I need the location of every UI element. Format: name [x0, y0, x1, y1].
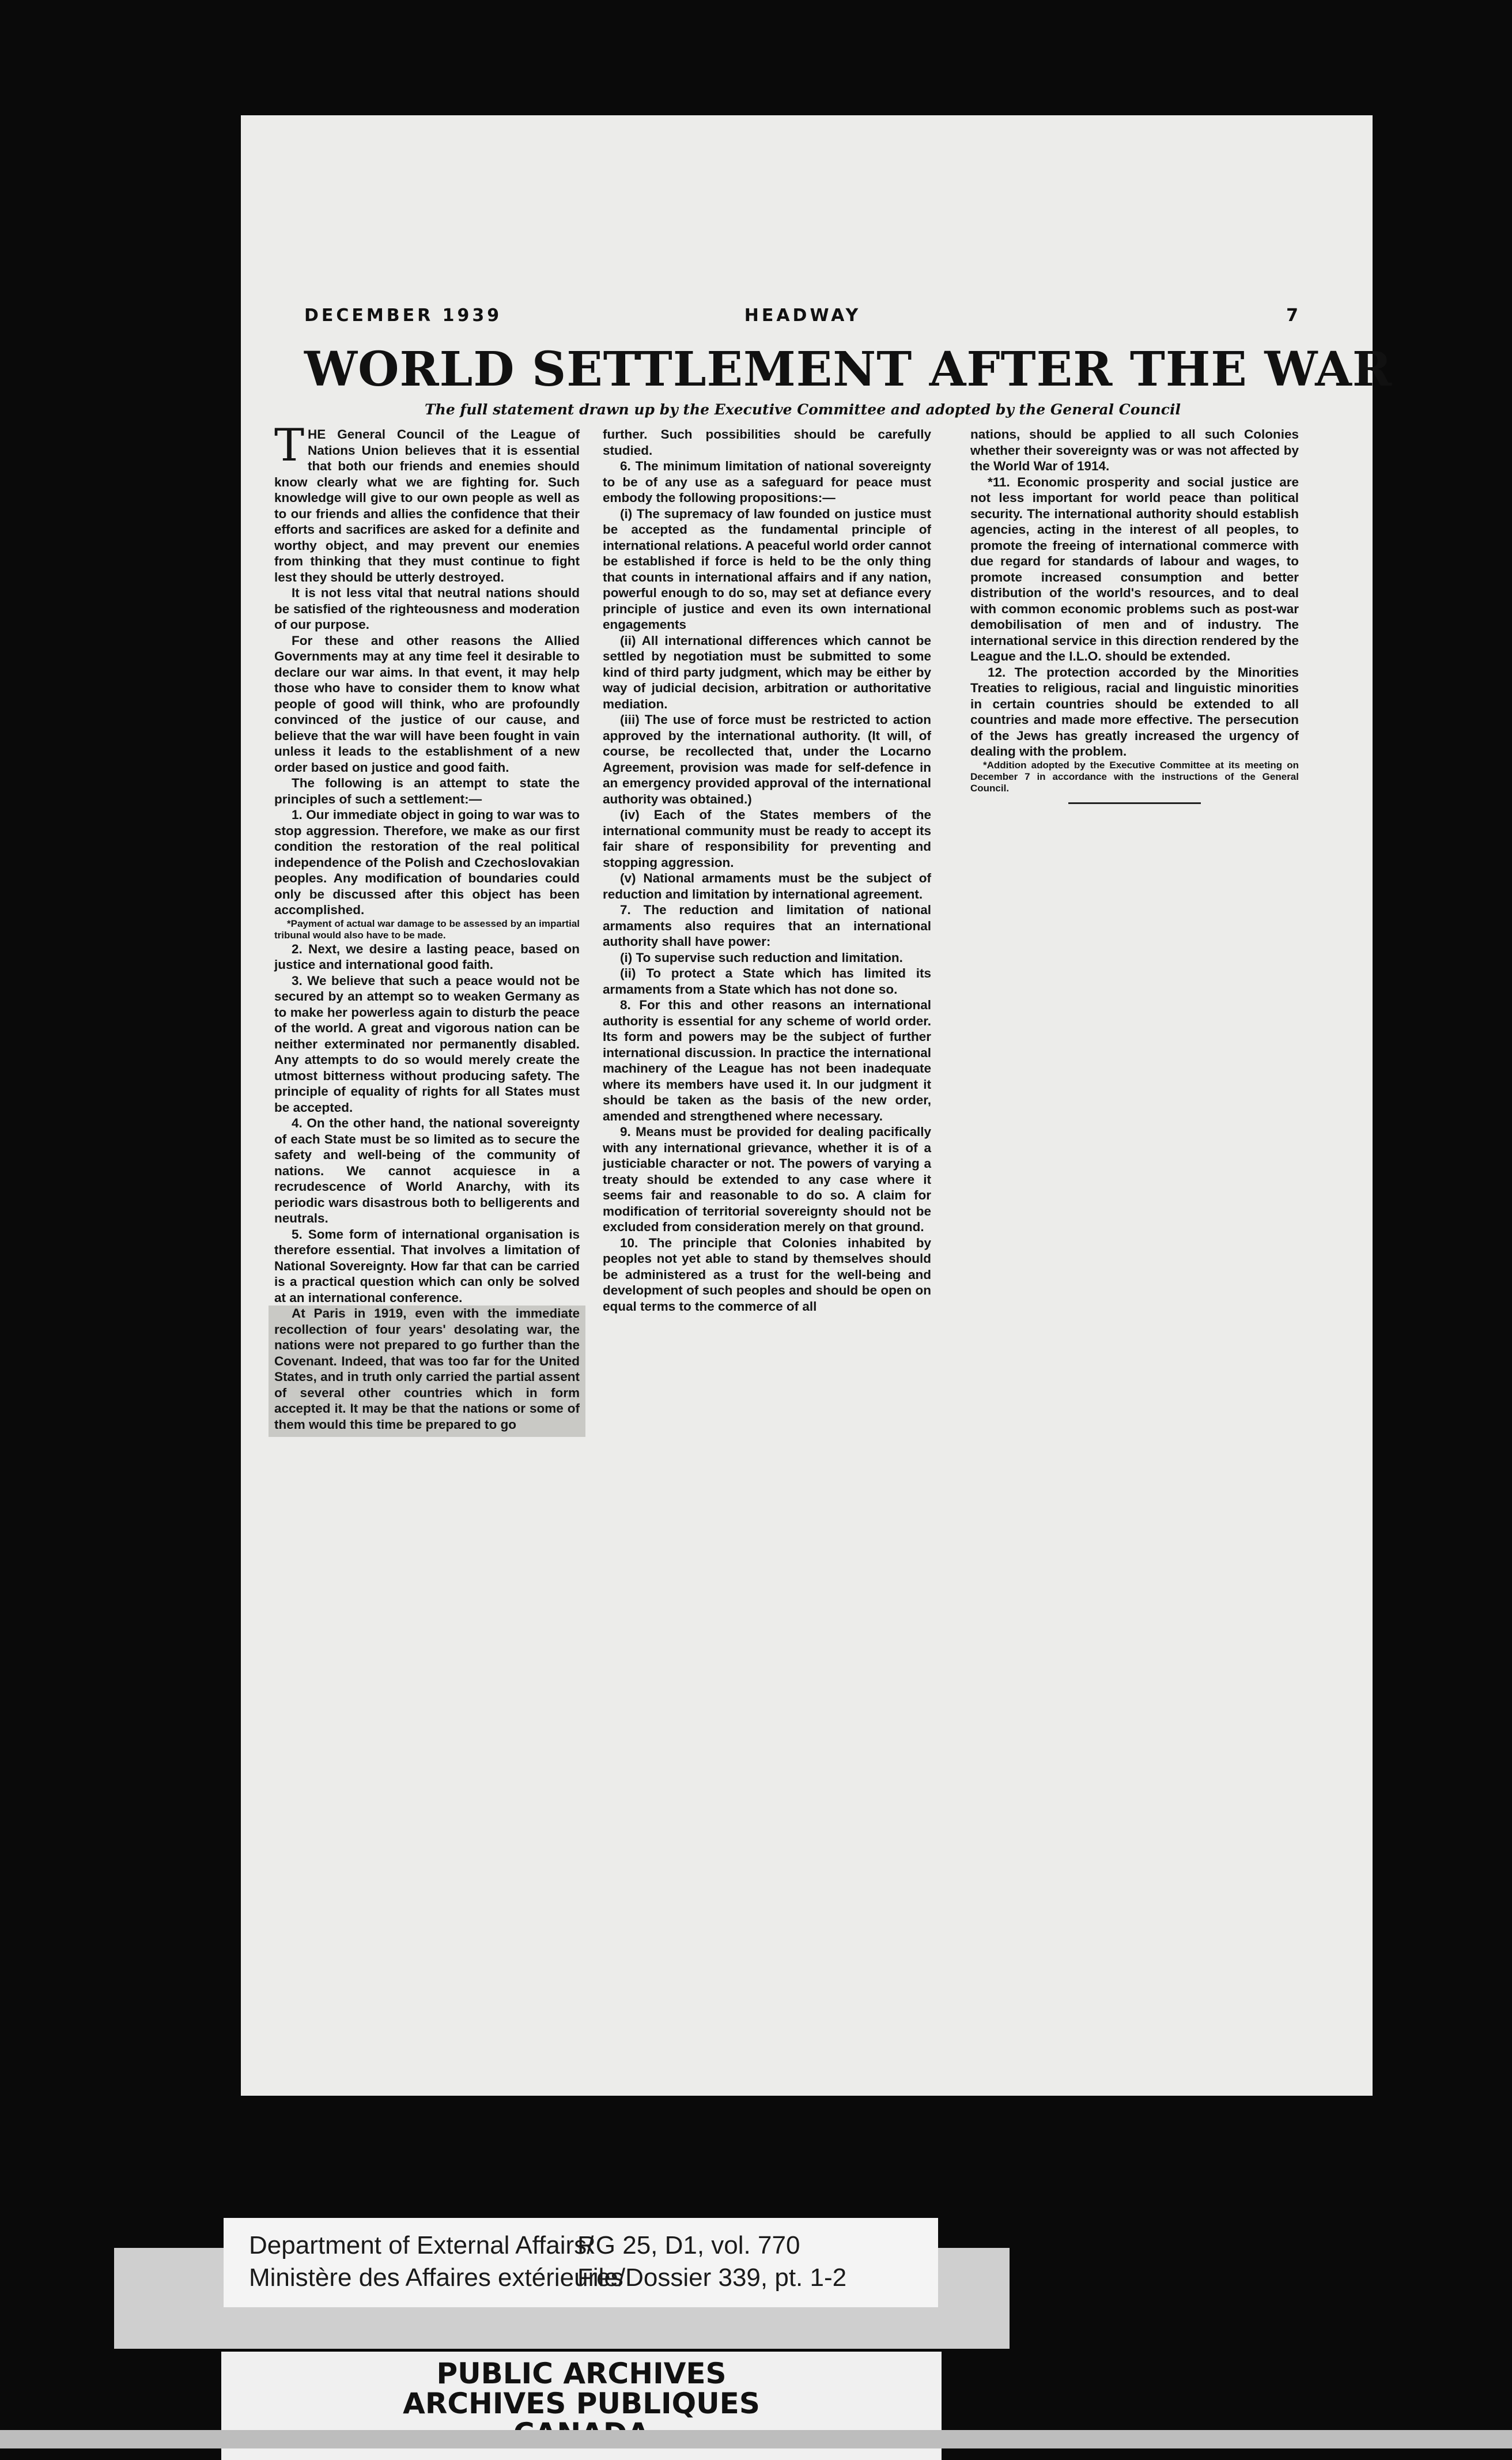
file-reference: [577, 2229, 846, 2294]
paragraph: (i) To supervise such reduction and limitation.: [620, 950, 903, 965]
shaded-passage: [269, 1306, 585, 1437]
paragraph: 5. Some form of international organisation is therefore essential. That involves a limitation of National Sovereignty. How far that can be carried is a practical question which can only be solved at an international conference.: [274, 1227, 580, 1305]
paragraph: 1. Our immediate object in going to war was to stop aggression. Therefore, we make as our first condition the restoration of the real political independence of the Polish and Czechoslovakian peoples. Any modification of boundaries could only be discussed after this object has been accomplished.: [274, 808, 580, 917]
masthead: [304, 305, 1301, 334]
paragraph: 3. We believe that such a peace would not be secured by an attempt so to weaken Germany as to make her powerless again to disturb the peace of the world. A great and vigorous nation can be neither exterminated nor permanently disabled. Any attempts to do so would merely create the utmost bitterness without producing safety. The principle of equality of rights for all States must be accepted.: [274, 973, 580, 1115]
department-en: Department of External Affairs/: [249, 2231, 594, 2259]
paragraph: (i) The supremacy of law founded on justice must be accepted as the fundamental principle of international relations. A peaceful world order cannot be established if force is held to be the only thing that counts in international affairs and if any nation, powerful enough to do so, may set at defiance every principle of justice and even its own international engagements: [603, 506, 931, 632]
paragraph: 10. The principle that Colonies inhabited by peoples not yet able to stand by themselves should be administered as a trust for the well-being and development of such peoples and should be open on equal terms to the commerce of all: [603, 1235, 931, 1314]
footnote: *Payment of actual war damage to be assessed by an impartial tribunal would also have to be made.: [274, 918, 580, 941]
file-number: File/Dossier 339, pt. 1-2: [577, 2263, 847, 2292]
issue-date: DECEMBER 1939: [304, 305, 502, 326]
paragraph: 7. The reduction and limitation of national armaments also requires that an international authority shall have power:: [603, 903, 931, 949]
page-number: 7: [1286, 305, 1301, 326]
paragraph: nations, should be applied to all such Colonies whether their sovereignty was or was not affected by the World War of 1914.: [970, 427, 1299, 473]
paragraph: (ii) To protect a State which has limited its armaments from a State which has not done so.: [603, 966, 931, 997]
end-rule: [1068, 802, 1201, 804]
paragraph: 9. Means must be provided for dealing pacifically with any international grievance, whether it is of a justiciable character or not. The powers of varying a treaty should be extended to any case where it seems fair and reasonable to do so. A claim for modification of territorial sovereignty should not be excluded from consideration merely on that ground.: [603, 1125, 931, 1234]
article-title: WORLD SETTLEMENT AFTER THE WAR: [304, 342, 1392, 397]
column-2: [603, 427, 931, 1314]
paragraph: *11. Economic prosperity and social justice are not less important for world peace than political security. The international authority should establish agencies, acting in the interest of all peoples, to promote the freeing of international commerce with due regard for standards of labour and wages, to promote increased consumption and better distribution of the world's resources, and to deal with common economic problems such as post-war demobilisation of men and of industry. The international service in this direction rendered by the League and the I.L.O. should be extended.: [970, 474, 1299, 663]
article-subtitle: The full statement drawn up by the Executive Committee and adopted by the General Council: [425, 401, 1181, 418]
column-1: [274, 420, 580, 1437]
newspaper-page: [241, 115, 1392, 2096]
paragraph: For these and other reasons the Allied Governments may at any time feel it desirable to declare our war aims. In that event, it may help those who have to consider them to know what people of good will think, who are profoundly convinced of the justice of our cause, and believe that the war will have been fought in vain unless it leads to the establishment of a new order based on justice and good faith.: [274, 633, 580, 775]
paragraph: It is not less vital that neutral nations should be satisfied of the righteousness and moderation of our purpose.: [274, 586, 580, 632]
record-group: RG 25, D1, vol. 770: [577, 2231, 800, 2259]
paragraph: 4. On the other hand, the national sovereignty of each State must be so limited as to secure the safety and well-being of the community of nations. We cannot acquiesce in a recrudescence of World Anarchy, with its periodic wars disastrous both to belligerents and neutrals.: [274, 1116, 580, 1225]
stamp-line-2: ARCHIVES PUBLIQUES: [403, 2387, 760, 2420]
paragraph: 8. For this and other reasons an international authority is essential for any scheme of world order. Its form and powers may be the subject of further international discussion. In practice the international machinery of the League has not been inadequate where its members have used it. In our judgment it should be taken as the basis of the new order, amended and strengthened where necessary.: [603, 998, 931, 1123]
paragraph: (v) National armaments must be the subject of reduction and limitation by international agreement.: [603, 871, 931, 901]
paragraph: (iv) Each of the States members of the international community must be ready to accept its fair share of responsibility for preventing and stopping aggression.: [603, 808, 931, 870]
paragraph: 12. The protection accorded by the Minorities Treaties to religious, racial and linguistic minorities in certain countries should be extended to all countries and made more effective. The persecution of the Jews has greatly increased the urgency of dealing with the problem.: [970, 665, 1299, 759]
paragraph: (ii) All international differences which cannot be settled by negotiation must be submitted to some kind of third party judgment, which may be either by way of judicial decision, arbitration or authoritative mediation.: [603, 633, 931, 711]
stamp-line-1: PUBLIC ARCHIVES: [436, 2357, 727, 2390]
paragraph: THE General Council of the League of Nations Union believes that it is essential that both our friends and enemies should know clearly what we are fighting for. Such knowledge will give to our own people as well as to our friends and allies the confidence that their efforts and sacrifices are asked for a definite and worthy object, and may prevent our enemies from thinking that they must continue to fight lest they should be utterly destroyed.: [274, 420, 580, 584]
footnote: *Addition adopted by the Executive Committee at its meeting on December 7 in accordance with the instructions of the General Council.: [970, 759, 1299, 794]
column-3: [970, 427, 1299, 804]
department-label: [249, 2229, 623, 2294]
publication-name: HEADWAY: [744, 305, 861, 326]
paragraph: (iii) The use of force must be restricted to action approved by the international authority. (It will, of course, be recollected that, under the Locarno Agreement, provision was made for self-defence in an emergency provided approval of the international authority was obtained.): [603, 712, 931, 806]
film-edge: [0, 2430, 1512, 2448]
paragraph: 2. Next, we desire a lasting peace, based on justice and international good faith.: [274, 941, 580, 972]
paragraph: 6. The minimum limitation of national sovereignty to be of any use as a safeguard for peace must embody the following propositions:—: [603, 459, 931, 505]
department-fr: Ministère des Affaires extérieures: [249, 2263, 623, 2292]
paragraph: At Paris in 1919, even with the immediate recollection of four years' desolating war, the nations were not prepared to go further than the Covenant. Indeed, that was too far for the United States, and in truth only carried the partial assent of several other countries which in form accepted it. It may be that the nations or some of them would this time be prepared to go: [274, 1306, 580, 1432]
paragraph: further. Such possibilities should be carefully studied.: [603, 427, 931, 458]
paragraph: The following is an attempt to state the principles of such a settlement:—: [274, 776, 580, 806]
